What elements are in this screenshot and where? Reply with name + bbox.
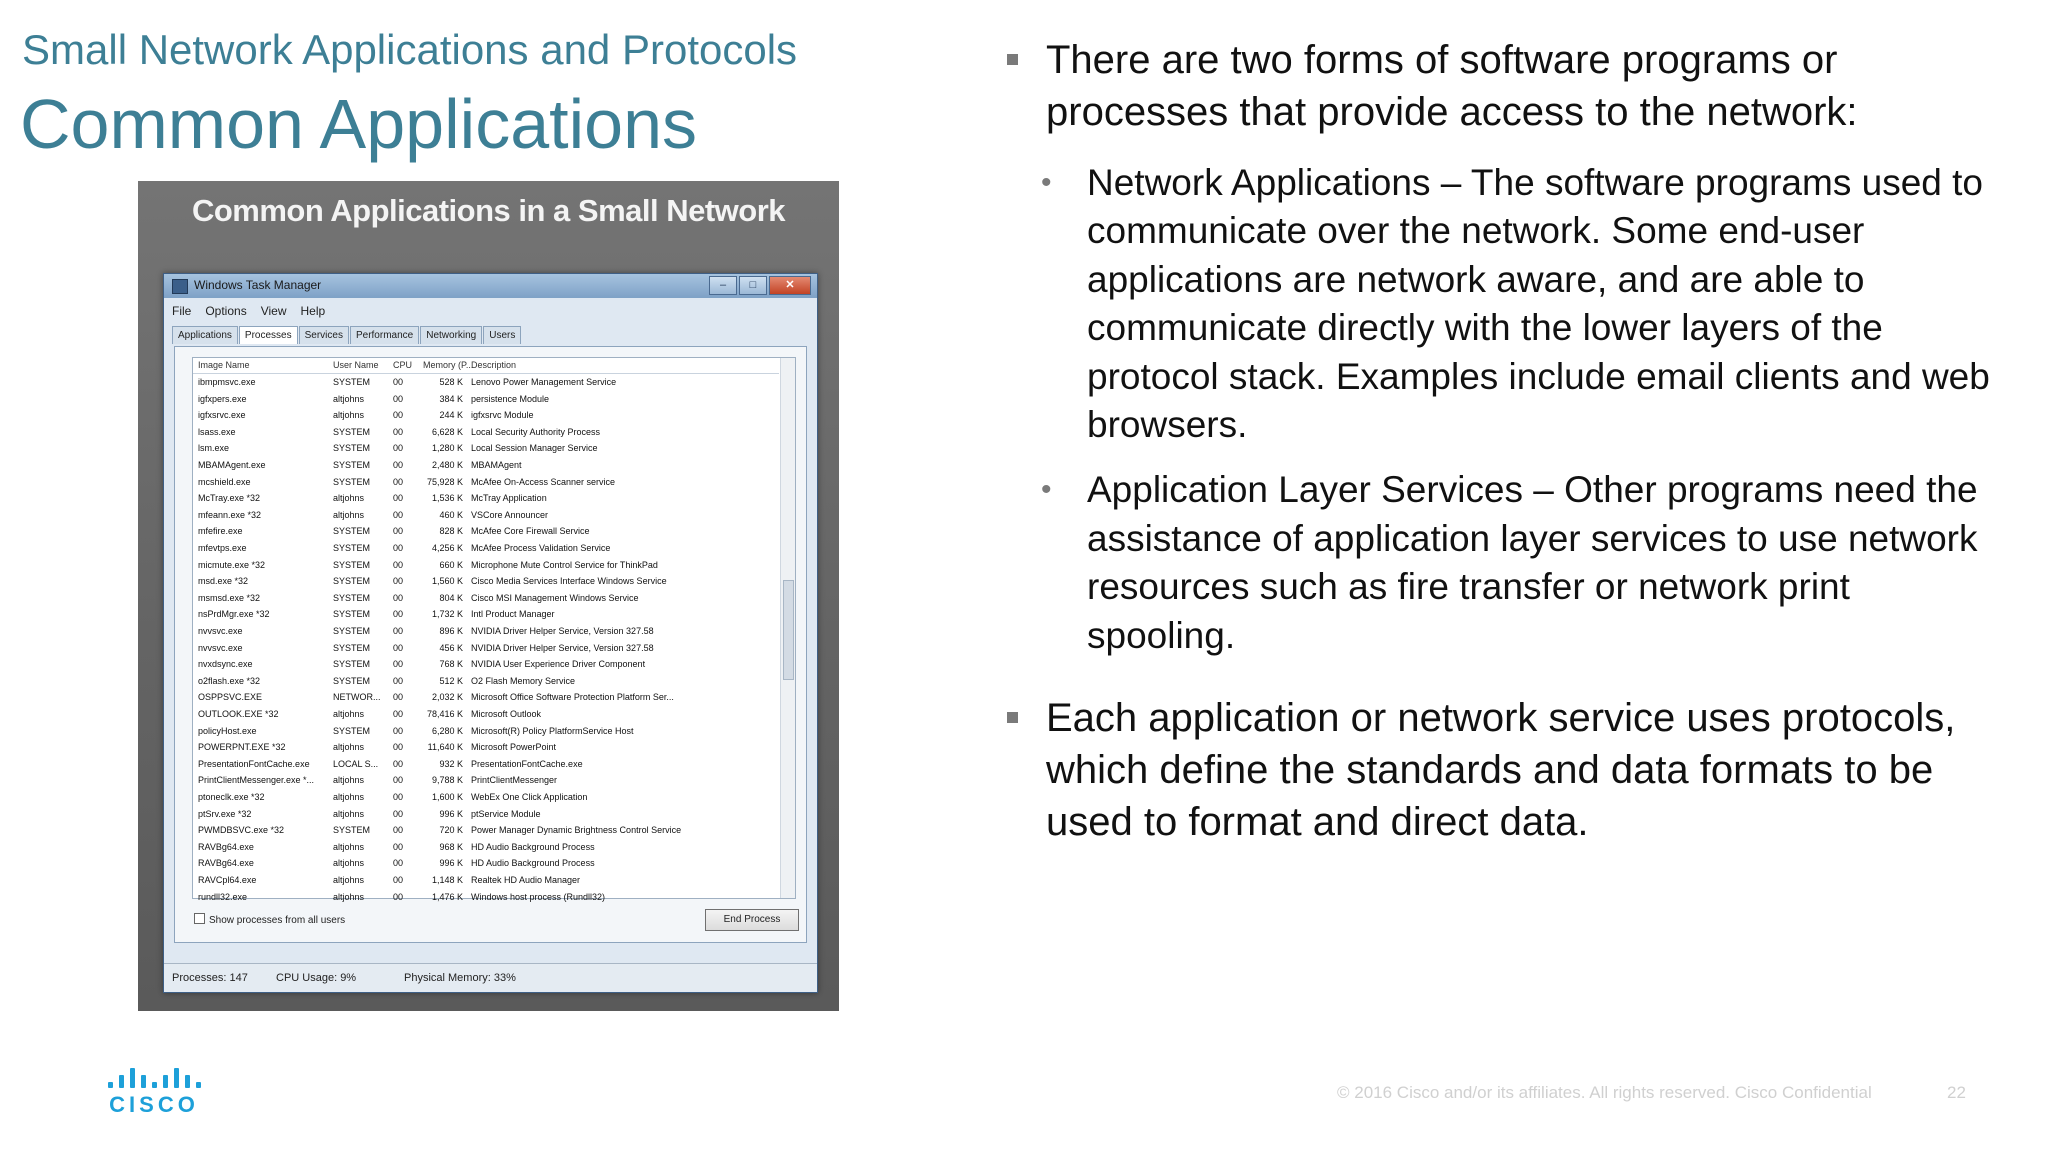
- cell-cpu: 00: [393, 460, 404, 470]
- column-cpu[interactable]: CPU: [393, 360, 413, 370]
- process-list-scrollbar[interactable]: [780, 358, 795, 898]
- menu-bar: [172, 304, 325, 318]
- cell-cpu: 00: [393, 592, 404, 603]
- process-row[interactable]: [193, 475, 779, 491]
- process-row[interactable]: [193, 823, 779, 839]
- cell-cpu: 00: [393, 692, 404, 703]
- tab-processes[interactable]: Processes: [239, 326, 298, 344]
- task-manager-window: [163, 273, 818, 993]
- cell-image-name: igfxpers.exe: [198, 393, 247, 404]
- cell-description: Microsoft(R) Policy PlatformService Host: [471, 725, 634, 736]
- cell-memory: 1,536 K: [431, 493, 463, 504]
- cisco-wordmark: CISCO: [109, 1092, 199, 1117]
- bullet-protocols: [1007, 692, 2007, 848]
- cell-memory: 1,600 K: [431, 792, 463, 802]
- cell-user-name: LOCAL S...: [333, 758, 379, 769]
- cell-description: NVIDIA Driver Helper Service, Version 327.58: [471, 642, 654, 653]
- cell-description: McAfee On-Access Scanner service: [471, 476, 616, 487]
- cell-cpu: 00: [393, 725, 404, 736]
- cell-memory: 9,788 K: [431, 775, 463, 786]
- cell-user-name: SYSTEM: [333, 592, 371, 603]
- cell-description: Power Manager Dynamic Brightness Control Service: [471, 825, 682, 836]
- cell-memory: 720 K: [439, 825, 463, 836]
- window-title: Windows Task Manager: [194, 278, 322, 292]
- menu-view[interactable]: View: [260, 304, 287, 318]
- cell-image-name: nvxdsync.exe: [198, 659, 253, 670]
- cell-user-name: altjohns: [333, 742, 365, 753]
- cell-image-name: OUTLOOK.EXE *32: [198, 709, 279, 719]
- cell-image-name: mcshield.exe: [198, 476, 251, 487]
- cell-user-name: altjohns: [333, 509, 365, 520]
- window-titlebar[interactable]: [164, 274, 817, 298]
- process-row[interactable]: [193, 491, 779, 507]
- cisco-bars-icon: [108, 1066, 200, 1088]
- cell-cpu: 00: [393, 659, 404, 670]
- cell-user-name: SYSTEM: [333, 725, 371, 736]
- cell-cpu: 00: [393, 825, 404, 836]
- cell-cpu: 00: [393, 742, 404, 753]
- cell-user-name: NETWOR...: [333, 692, 381, 703]
- cell-image-name: msd.exe *32: [198, 576, 249, 587]
- dot-bullet-icon: •: [1041, 473, 1052, 507]
- cell-description: Microsoft Office Software Protection Platform Ser...: [471, 692, 674, 703]
- cell-memory: 768 K: [439, 659, 463, 670]
- cell-cpu: 00: [393, 393, 404, 404]
- cell-memory: 968 K: [439, 841, 463, 852]
- end-process-button[interactable]: End Process: [705, 909, 799, 931]
- cell-memory: 932 K: [439, 758, 463, 769]
- cisco-logo: [108, 1066, 200, 1118]
- tab-networking[interactable]: Networking: [420, 326, 482, 344]
- cell-description: NVIDIA Driver Helper Service, Version 327.58: [471, 626, 654, 636]
- column-user-name[interactable]: User Name: [333, 360, 379, 370]
- cell-image-name: mfeann.exe *32: [198, 509, 262, 520]
- process-list[interactable]: [192, 357, 796, 902]
- cell-description: McAfee Core Firewall Service: [471, 526, 590, 537]
- bullet-text: Each application or network service uses protocols, which define the standards and data formats to be used to format and direct data.: [1046, 696, 1956, 845]
- cell-cpu: 00: [393, 675, 404, 686]
- cell-memory: 2,032 K: [431, 692, 463, 703]
- cell-cpu: 00: [393, 875, 404, 885]
- cell-memory: 804 K: [439, 592, 463, 603]
- cell-user-name: altjohns: [333, 808, 365, 819]
- cell-image-name: lsm.exe: [198, 443, 230, 454]
- cell-image-name: ibmpmsvc.exe: [198, 377, 256, 387]
- cell-cpu: 00: [393, 858, 404, 869]
- cell-user-name: altjohns: [333, 775, 365, 786]
- cell-description: Microsoft Outlook: [471, 709, 542, 719]
- square-bullet-icon: [1007, 712, 1018, 723]
- cell-image-name: OSPPSVC.EXE: [198, 692, 263, 703]
- show-all-label: Show processes from all users: [209, 915, 346, 926]
- cell-memory: 384 K: [439, 393, 463, 404]
- cell-user-name: SYSTEM: [333, 559, 371, 570]
- cell-description: O2 Flash Memory Service: [471, 675, 576, 686]
- cell-description: Local Security Authority Process: [471, 426, 601, 437]
- cell-memory: 11,640 K: [427, 742, 463, 753]
- cell-user-name: SYSTEM: [333, 443, 371, 454]
- cell-description: persistence Module: [471, 393, 550, 404]
- cell-user-name: altjohns: [333, 709, 365, 719]
- cell-image-name: nsPrdMgr.exe *32: [198, 609, 270, 620]
- cell-memory: 1,732 K: [431, 609, 463, 620]
- cell-cpu: 00: [393, 443, 404, 454]
- menu-options[interactable]: Options: [205, 304, 247, 318]
- cell-image-name: rundll32.exe: [198, 891, 248, 902]
- page-number: 22: [1947, 1083, 1966, 1102]
- cell-memory: 660 K: [439, 559, 463, 570]
- cell-memory: 456 K: [439, 642, 463, 653]
- sub-bullet-text: Network Applications – The software programs used to communicate over the network. Some end-user applications are network aware, and are able to communicate directly with the lower layers of the protocol stack. Examples include email clients and web browsers.: [1087, 162, 1990, 446]
- tab-services[interactable]: Services: [299, 326, 349, 344]
- process-row[interactable]: [193, 856, 779, 872]
- cell-cpu: 00: [393, 775, 404, 786]
- cell-image-name: lsass.exe: [198, 426, 236, 437]
- bullet-software-forms: [1007, 34, 2007, 138]
- cell-cpu: 00: [393, 377, 404, 387]
- process-row[interactable]: [193, 558, 779, 574]
- cell-user-name: altjohns: [333, 792, 365, 802]
- cell-memory: 996 K: [439, 808, 463, 819]
- maximize-button[interactable]: □: [739, 276, 767, 295]
- cell-cpu: 00: [393, 709, 404, 719]
- bullet-text: There are two forms of software programs or processes that provide access to the network:: [1046, 38, 1858, 134]
- process-row[interactable]: [193, 607, 779, 623]
- cell-memory: 1,560 K: [431, 576, 463, 587]
- footer-copyright: © 2016 Cisco and/or its affiliates. All rights reserved. Cisco Confidential: [1337, 1083, 1872, 1102]
- cell-description: Microsoft PowerPoint: [471, 742, 557, 753]
- cell-description: HD Audio Background Process: [471, 841, 595, 852]
- process-row[interactable]: [193, 441, 779, 457]
- cell-cpu: 00: [393, 792, 404, 802]
- process-row[interactable]: [193, 840, 779, 856]
- process-row[interactable]: [193, 790, 779, 806]
- cell-description: McAfee Process Validation Service: [471, 543, 611, 553]
- cell-cpu: 00: [393, 891, 404, 902]
- cell-description: Microphone Mute Control Service for ThinkPad: [471, 559, 658, 570]
- cell-user-name: SYSTEM: [333, 675, 371, 686]
- cell-image-name: RAVBg64.exe: [198, 858, 254, 869]
- cell-description: McTray Application: [471, 493, 547, 504]
- cell-image-name: mfefire.exe: [198, 526, 243, 537]
- cell-description: Windows host process (Rundll32): [471, 891, 606, 902]
- cell-image-name: PrintClientMessenger.exe *...: [198, 775, 315, 786]
- cell-cpu: 00: [393, 808, 404, 819]
- cell-description: MBAMAgent: [471, 460, 522, 470]
- cell-user-name: altjohns: [333, 410, 365, 421]
- cell-cpu: 00: [393, 493, 404, 504]
- process-row[interactable]: [193, 873, 779, 889]
- cell-description: Cisco Media Services Interface Windows Service: [471, 576, 667, 587]
- process-row[interactable]: [193, 541, 779, 557]
- cell-cpu: 00: [393, 509, 404, 520]
- bullet-list: [1007, 34, 2007, 848]
- cell-cpu: 00: [393, 609, 404, 620]
- cell-user-name: SYSTEM: [333, 460, 371, 470]
- cell-description: ptService Module: [471, 808, 541, 819]
- cell-description: Local Session Manager Service: [471, 443, 598, 454]
- cell-description: NVIDIA User Experience Driver Component: [471, 659, 646, 670]
- dot-bullet-icon: •: [1041, 166, 1052, 199]
- cell-image-name: nvvsvc.exe: [198, 626, 243, 636]
- cell-memory: 1,280 K: [431, 443, 463, 454]
- slide-subtitle: Small Network Applications and Protocols: [22, 26, 798, 73]
- footer: [1337, 1083, 1966, 1103]
- cell-memory: 78,416 K: [426, 709, 463, 719]
- figure-title: Common Applications in a Small Network: [191, 193, 786, 228]
- process-row[interactable]: [193, 425, 779, 441]
- cell-user-name: altjohns: [333, 875, 365, 885]
- process-row[interactable]: [193, 508, 779, 524]
- cell-user-name: altjohns: [333, 393, 365, 404]
- cell-image-name: ptSrv.exe *32: [198, 808, 252, 819]
- cell-image-name: POWERPNT.EXE *32: [198, 742, 286, 753]
- cell-memory: 528 K: [439, 377, 463, 387]
- cell-description: PrintClientMessenger: [471, 775, 558, 786]
- cell-memory: 896 K: [439, 626, 463, 636]
- cell-memory: 6,280 K: [431, 725, 463, 736]
- cell-image-name: policyHost.exe: [198, 725, 257, 736]
- cell-memory: 996 K: [439, 858, 463, 869]
- task-manager-icon: [172, 279, 188, 294]
- status-processes: Processes: 147: [172, 972, 248, 984]
- cell-description: Lenovo Power Management Service: [471, 377, 617, 387]
- process-row[interactable]: [193, 375, 779, 391]
- column-memory[interactable]: Memory (P...: [423, 360, 474, 370]
- cell-image-name: igfxsrvc.exe: [198, 410, 246, 421]
- cell-user-name: altjohns: [333, 841, 365, 852]
- tab-applications[interactable]: Applications: [172, 326, 238, 344]
- cell-cpu: 00: [393, 626, 404, 636]
- cell-cpu: 00: [393, 543, 404, 553]
- cell-cpu: 00: [393, 758, 404, 769]
- cell-image-name: MBAMAgent.exe: [198, 460, 266, 470]
- process-row[interactable]: [193, 740, 779, 756]
- tab-performance[interactable]: Performance: [350, 326, 419, 344]
- show-all-processes-checkbox[interactable]: [194, 913, 345, 926]
- cell-image-name: RAVCpl64.exe: [198, 875, 257, 885]
- cell-image-name: msmsd.exe *32: [198, 592, 261, 603]
- cell-cpu: 00: [393, 841, 404, 852]
- minimize-button[interactable]: –: [709, 276, 737, 295]
- scrollbar-thumb[interactable]: [783, 580, 794, 680]
- cell-cpu: 00: [393, 526, 404, 537]
- process-row[interactable]: [193, 392, 779, 408]
- process-row[interactable]: [193, 707, 779, 723]
- cell-description: HD Audio Background Process: [471, 858, 595, 869]
- cell-user-name: altjohns: [333, 858, 365, 869]
- process-row[interactable]: [193, 757, 779, 773]
- status-cpu-usage: CPU Usage: 9%: [276, 972, 357, 984]
- cell-user-name: SYSTEM: [333, 476, 371, 487]
- process-row[interactable]: [193, 724, 779, 740]
- cell-memory: 828 K: [439, 526, 463, 537]
- cell-image-name: ptoneclk.exe *32: [198, 792, 265, 802]
- process-list-header: [193, 358, 779, 374]
- status-bar: [164, 963, 817, 992]
- cell-image-name: PresentationFontCache.exe: [198, 758, 310, 769]
- cell-user-name: SYSTEM: [333, 642, 371, 653]
- sub-bullet-network-applications: [1007, 159, 2007, 449]
- process-row[interactable]: [193, 890, 779, 906]
- cell-image-name: micmute.exe *32: [198, 559, 266, 570]
- slide-title: Common Applications: [20, 85, 697, 163]
- cell-cpu: 00: [393, 426, 404, 437]
- task-manager-figure: [138, 181, 839, 1011]
- cell-cpu: 00: [393, 410, 404, 421]
- tab-bar: [172, 326, 522, 344]
- process-row[interactable]: [193, 674, 779, 690]
- cell-image-name: PWMDBSVC.exe *32: [198, 825, 285, 836]
- cell-user-name: altjohns: [333, 493, 365, 504]
- process-row[interactable]: [193, 641, 779, 657]
- process-row[interactable]: [193, 408, 779, 424]
- column-image-name[interactable]: Image Name: [198, 360, 250, 370]
- process-row[interactable]: [193, 624, 779, 640]
- cell-cpu: 00: [393, 559, 404, 570]
- menu-help[interactable]: Help: [300, 304, 326, 318]
- cell-user-name: SYSTEM: [333, 626, 371, 636]
- sub-bullet-text: Application Layer Services – Other programs need the assistance of application layer services to use network resources such as fire transfer or network print spooling.: [1087, 469, 1978, 656]
- cell-image-name: McTray.exe *32: [198, 493, 261, 504]
- cell-memory: 244 K: [439, 410, 463, 421]
- cell-cpu: 00: [393, 642, 404, 653]
- cell-user-name: altjohns: [333, 891, 365, 902]
- cell-description: igfxsrvc Module: [471, 410, 534, 421]
- cell-image-name: RAVBg64.exe: [198, 841, 254, 852]
- process-row[interactable]: [193, 657, 779, 673]
- cell-memory: 460 K: [439, 509, 463, 520]
- cell-description: Cisco MSI Management Windows Service: [471, 592, 639, 603]
- cell-user-name: SYSTEM: [333, 609, 371, 620]
- process-row[interactable]: [193, 807, 779, 823]
- close-button[interactable]: ✕: [769, 276, 811, 295]
- cell-user-name: SYSTEM: [333, 377, 371, 387]
- cell-memory: 1,476 K: [431, 891, 463, 902]
- cell-cpu: 00: [393, 476, 404, 487]
- menu-file[interactable]: File: [172, 304, 192, 318]
- process-row[interactable]: [193, 773, 779, 789]
- tab-users[interactable]: Users: [483, 326, 521, 344]
- cell-user-name: SYSTEM: [333, 659, 371, 670]
- cell-user-name: SYSTEM: [333, 576, 371, 587]
- sub-bullet-application-layer-services: [1007, 466, 2007, 660]
- process-row[interactable]: [193, 524, 779, 540]
- cell-user-name: SYSTEM: [333, 526, 371, 537]
- process-row[interactable]: [193, 591, 779, 607]
- cell-memory: 512 K: [439, 675, 463, 686]
- cell-memory: 6,628 K: [431, 426, 463, 437]
- process-row[interactable]: [193, 458, 779, 474]
- cell-user-name: SYSTEM: [333, 825, 371, 836]
- cell-user-name: SYSTEM: [333, 543, 371, 553]
- cell-image-name: mfevtps.exe: [198, 543, 247, 553]
- processes-panel: [174, 346, 807, 943]
- square-bullet-icon: [1007, 54, 1018, 65]
- column-description[interactable]: Description: [471, 360, 517, 370]
- cell-description: VSCore Announcer: [471, 509, 549, 520]
- cell-description: Intl Product Manager: [471, 609, 555, 620]
- cell-memory: 2,480 K: [431, 460, 463, 470]
- cell-image-name: o2flash.exe *32: [198, 675, 261, 686]
- cell-user-name: SYSTEM: [333, 426, 371, 437]
- checkbox-box[interactable]: [194, 913, 205, 924]
- cell-description: Realtek HD Audio Manager: [471, 875, 581, 885]
- cell-memory: 4,256 K: [431, 543, 463, 553]
- cell-cpu: 00: [393, 576, 404, 587]
- cell-description: WebEx One Click Application: [471, 792, 588, 802]
- status-physical-memory: Physical Memory: 33%: [404, 972, 516, 984]
- process-row[interactable]: [193, 574, 779, 590]
- cell-memory: 75,928 K: [426, 476, 463, 487]
- cell-memory: 1,148 K: [431, 875, 463, 885]
- process-row[interactable]: [193, 690, 779, 706]
- cell-image-name: nvvsvc.exe: [198, 642, 243, 653]
- cell-description: PresentationFontCache.exe: [471, 758, 583, 769]
